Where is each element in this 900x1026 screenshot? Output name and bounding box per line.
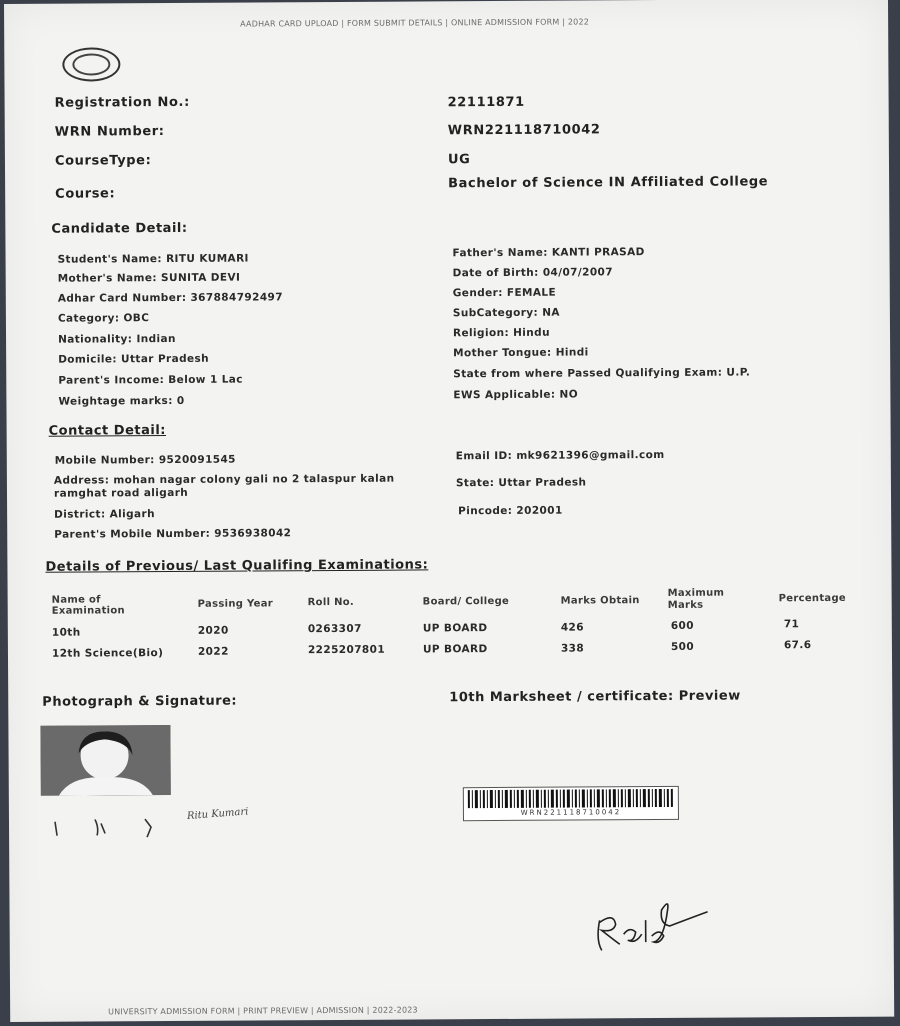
district: District: Aligarh [54,508,155,521]
col-max-2: Marks [667,599,704,611]
candidate-detail-title: Candidate Detail: [51,220,188,237]
col-board: Board/ College [422,595,510,608]
mother-name: Mother's Name: SUNITA DEVI [57,271,241,285]
mother-tongue: Mother Tongue: Hindi [453,346,589,360]
row2-roll: 2225207801 [307,643,386,657]
handwritten-signature [589,890,719,961]
aadhar-number: Adhar Card Number: 367884792497 [57,291,283,305]
course-value: Bachelor of Science IN Affiliated College [448,174,769,192]
wrn-label: WRN Number: [54,124,165,140]
barcode [463,786,679,821]
address-line-1: Address: mohan nagar colony gali no 2 talaspur kalan [53,472,395,487]
row1-obtain: 426 [560,621,584,634]
father-name: Father's Name: KANTI PRASAD [452,246,645,260]
candidate-signature: Ritu Kumari [186,806,249,823]
pincode: Pincode: 202001 [458,504,563,518]
student-name: Student's Name: RITU KUMARI [57,252,249,266]
contact-state: State: Uttar Pradesh [455,476,587,490]
footer-line: UNIVERSITY ADMISSION FORM | PRINT PREVIEW | ADMISSION | 2022-2023 [108,1005,418,1017]
row2-board: UP BOARD [422,643,488,656]
address-line-2: ramghat road aligarh [53,486,189,500]
col-name-1: Name of [51,594,101,606]
signature-marks [49,815,169,840]
candidate-photo [40,725,170,796]
row2-year: 2022 [197,645,229,658]
mobile-number: Mobile Number: 9520091545 [54,453,236,467]
contact-detail-title: Contact Detail: [48,423,167,439]
coursetype-label: CourseType: [54,153,152,169]
wrn-value: WRN221118710042 [447,122,601,139]
col-year: Passing Year [197,598,273,610]
email-id: Email ID: mk9621396@gmail.com [455,448,665,463]
row1-name: 10th [51,626,81,639]
row2-pct: 67.6 [783,639,812,652]
barcode-text: WRN221118710042 [520,808,622,817]
parent-mobile: Parent's Mobile Number: 9536938042 [54,527,292,541]
col-max-1: Maximum [667,587,725,599]
row2-name: 12th Science(Bio) [51,647,164,660]
row1-year: 2020 [197,624,229,637]
col-roll: Roll No. [307,596,355,609]
svg-text:Raid: Raid [589,890,592,892]
row1-roll: 0263307 [307,622,362,636]
course-label: Course: [55,186,116,202]
marksheet-title: 10th Marksheet / certificate: Preview [449,688,741,706]
weightage-marks: Weightage marks: 0 [58,394,185,408]
date-of-birth: Date of Birth: 04/07/2007 [452,266,613,280]
col-pct: Percentage [778,592,847,605]
col-obtain: Marks Obtain [560,595,640,607]
row1-board: UP BOARD [422,622,488,635]
nationality: Nationality: Indian [58,332,176,346]
registration-value: 22111871 [447,94,525,111]
university-logo [62,47,120,81]
admission-form-page [4,0,894,1022]
header-line: AADHAR CARD UPLOAD | FORM SUBMIT DETAILS | ONLINE ADMISSION FORM | 2022 [240,17,590,29]
photo-signature-title: Photograph & Signature: [42,693,238,710]
qualifying-state: State from where Passed Qualifying Exam: U.P. [453,366,751,381]
row1-pct: 71 [783,618,800,631]
category: Category: OBC [57,312,150,325]
registration-label: Registration No.: [54,94,190,111]
coursetype-value: UG [447,152,471,168]
ews-applicable: EWS Applicable: NO [453,388,579,402]
row2-max: 500 [670,640,695,653]
row1-max: 600 [670,619,694,632]
exams-title: Details of Previous/ Last Qualifing Examinations: [45,557,429,575]
parent-income: Parent's Income: Below 1 Lac [58,373,243,387]
domicile: Domicile: Uttar Pradesh [58,352,210,366]
gender: Gender: FEMALE [452,286,557,300]
religion: Religion: Hindu [452,326,550,340]
col-name-2: Examination [51,605,125,617]
row2-obtain: 338 [560,642,585,655]
subcategory: SubCategory: NA [452,306,560,320]
